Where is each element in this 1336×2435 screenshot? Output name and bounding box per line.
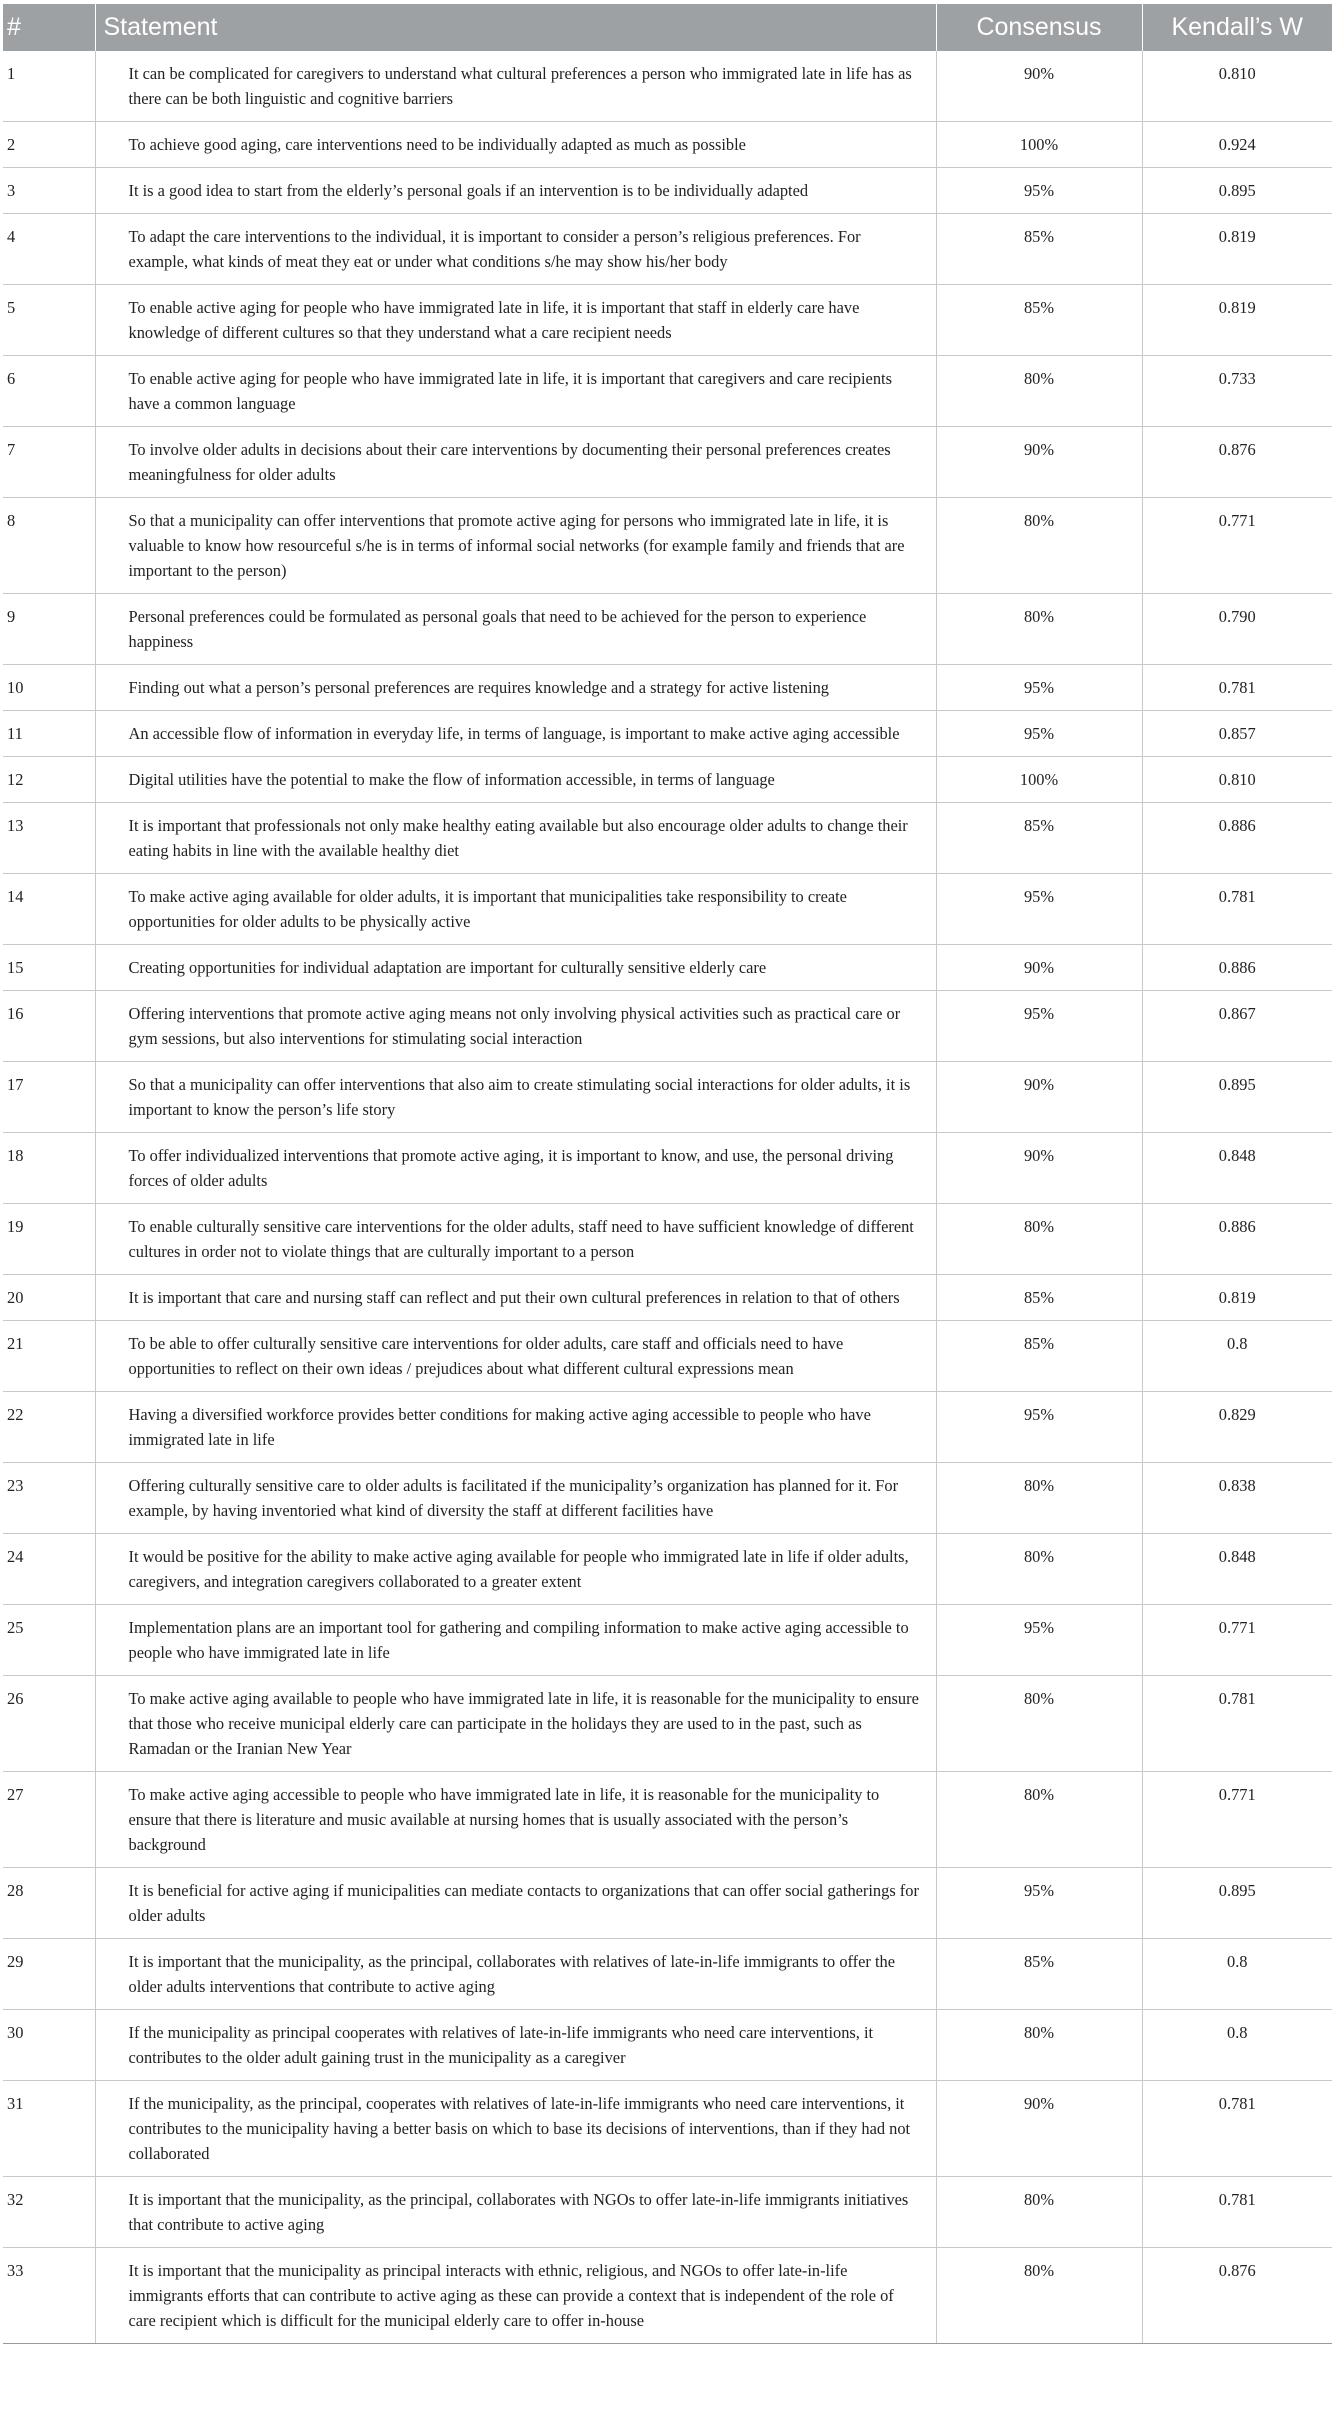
table-row — [3, 1772, 1332, 1868]
table-row — [3, 2081, 1332, 2177]
row-kendalls-w: 0.886 — [1142, 1204, 1332, 1275]
table-row — [3, 1062, 1332, 1133]
row-statement: An accessible flow of information in everyday life, in terms of language, is important to make active aging accessible — [95, 711, 936, 757]
row-number: 19 — [3, 1204, 95, 1275]
table-row — [3, 711, 1332, 757]
row-consensus: 80% — [936, 498, 1142, 594]
row-statement: It would be positive for the ability to make active aging available for people who immigrated late in life if older adults, caregivers, and integration caregivers collaborated to a greater extent — [95, 1534, 936, 1605]
row-consensus: 90% — [936, 1062, 1142, 1133]
row-statement: Offering interventions that promote active aging means not only involving physical activities such as practical care or gym sessions, but also interventions for stimulating social interaction — [95, 991, 936, 1062]
row-number: 14 — [3, 874, 95, 945]
row-consensus: 90% — [936, 51, 1142, 122]
row-consensus: 80% — [936, 1204, 1142, 1275]
row-consensus: 80% — [936, 2010, 1142, 2081]
row-number: 8 — [3, 498, 95, 594]
table-row — [3, 51, 1332, 122]
row-statement: It is beneficial for active aging if municipalities can mediate contacts to organizations that can offer social gatherings for older adults — [95, 1868, 936, 1939]
row-number: 5 — [3, 285, 95, 356]
row-kendalls-w: 0.771 — [1142, 1605, 1332, 1676]
header-kendalls-w: Kendall’s W — [1142, 4, 1332, 51]
row-consensus: 80% — [936, 2248, 1142, 2344]
statements-table — [3, 4, 1332, 2344]
row-number: 11 — [3, 711, 95, 757]
row-statement: So that a municipality can offer interventions that promote active aging for persons who immigrated late in life, it is valuable to know how resourceful s/he is in terms of informal social networks (for example family and friends that are important to the person) — [95, 498, 936, 594]
table-row — [3, 2248, 1332, 2344]
row-statement: To achieve good aging, care interventions need to be individually adapted as much as possible — [95, 122, 936, 168]
row-consensus: 90% — [936, 2081, 1142, 2177]
row-kendalls-w: 0.8 — [1142, 2010, 1332, 2081]
row-kendalls-w: 0.781 — [1142, 2177, 1332, 2248]
row-statement: It is important that the municipality as principal interacts with ethnic, religious, and NGOs to offer late-in-life immigrants efforts that can contribute to active aging as these can provide a context that is independent of the role of care recipient which is difficult for the municipal elderly care to offer in-house — [95, 2248, 936, 2344]
row-consensus: 100% — [936, 757, 1142, 803]
table-row — [3, 2010, 1332, 2081]
row-consensus: 90% — [936, 945, 1142, 991]
table-body — [3, 51, 1332, 2344]
row-statement: To involve older adults in decisions about their care interventions by documenting their personal preferences creates meaningfulness for older adults — [95, 427, 936, 498]
table-row — [3, 991, 1332, 1062]
row-consensus: 80% — [936, 594, 1142, 665]
table-row — [3, 1204, 1332, 1275]
table-row — [3, 1939, 1332, 2010]
row-consensus: 85% — [936, 1275, 1142, 1321]
table-row — [3, 803, 1332, 874]
row-number: 31 — [3, 2081, 95, 2177]
row-number: 2 — [3, 122, 95, 168]
table-header — [3, 4, 1332, 51]
row-statement: So that a municipality can offer interventions that also aim to create stimulating social interactions for older adults, it is important to know the person’s life story — [95, 1062, 936, 1133]
row-consensus: 95% — [936, 874, 1142, 945]
row-number: 18 — [3, 1133, 95, 1204]
row-consensus: 95% — [936, 168, 1142, 214]
row-number: 28 — [3, 1868, 95, 1939]
row-number: 33 — [3, 2248, 95, 2344]
row-number: 4 — [3, 214, 95, 285]
table-row — [3, 594, 1332, 665]
row-consensus: 95% — [936, 711, 1142, 757]
table-row — [3, 1534, 1332, 1605]
row-statement: To enable culturally sensitive care interventions for the older adults, staff need to have sufficient knowledge of different cultures in order not to violate things that are culturally important to a person — [95, 1204, 936, 1275]
row-kendalls-w: 0.781 — [1142, 2081, 1332, 2177]
row-consensus: 95% — [936, 1868, 1142, 1939]
table-row — [3, 665, 1332, 711]
table-row — [3, 1605, 1332, 1676]
row-consensus: 95% — [936, 1605, 1142, 1676]
row-kendalls-w: 0.876 — [1142, 427, 1332, 498]
row-statement: To make active aging available for older adults, it is important that municipalities take responsibility to create opportunities for older adults to be physically active — [95, 874, 936, 945]
row-statement: It is important that care and nursing staff can reflect and put their own cultural preferences in relation to that of others — [95, 1275, 936, 1321]
row-statement: To enable active aging for people who have immigrated late in life, it is important that staff in elderly care have knowledge of different cultures so that they understand what a care recipient needs — [95, 285, 936, 356]
row-statement: If the municipality, as the principal, cooperates with relatives of late-in-life immigrants who need care interventions, it contributes to the municipality having a better basis on which to base its decisions of interventions, than if they had not collaborated — [95, 2081, 936, 2177]
row-kendalls-w: 0.819 — [1142, 1275, 1332, 1321]
row-statement: It is important that the municipality, as the principal, collaborates with relatives of late-in-life immigrants to offer the older adults interventions that contribute to active aging — [95, 1939, 936, 2010]
row-number: 25 — [3, 1605, 95, 1676]
row-number: 12 — [3, 757, 95, 803]
row-consensus: 95% — [936, 1392, 1142, 1463]
row-statement: It is important that professionals not only make healthy eating available but also encourage older adults to change their eating habits in line with the available healthy diet — [95, 803, 936, 874]
row-number: 23 — [3, 1463, 95, 1534]
row-consensus: 80% — [936, 1463, 1142, 1534]
row-number: 17 — [3, 1062, 95, 1133]
header-number: # — [3, 4, 95, 51]
table-row — [3, 498, 1332, 594]
table-row — [3, 757, 1332, 803]
row-statement: Having a diversified workforce provides better conditions for making active aging accessible to people who have immigrated late in life — [95, 1392, 936, 1463]
row-consensus: 80% — [936, 2177, 1142, 2248]
row-number: 32 — [3, 2177, 95, 2248]
row-consensus: 85% — [936, 1321, 1142, 1392]
row-number: 27 — [3, 1772, 95, 1868]
row-consensus: 95% — [936, 991, 1142, 1062]
table-row — [3, 2177, 1332, 2248]
row-kendalls-w: 0.924 — [1142, 122, 1332, 168]
row-kendalls-w: 0.819 — [1142, 285, 1332, 356]
table-row — [3, 1275, 1332, 1321]
row-statement: To make active aging accessible to people who have immigrated late in life, it is reasonable for the municipality to ensure that there is literature and music available at nursing homes that is usually associated with the person’s background — [95, 1772, 936, 1868]
row-statement: To adapt the care interventions to the individual, it is important to consider a person’s religious preferences. For example, what kinds of meat they eat or under what conditions s/he may show his/her body — [95, 214, 936, 285]
row-number: 6 — [3, 356, 95, 427]
row-kendalls-w: 0.857 — [1142, 711, 1332, 757]
row-consensus: 95% — [936, 665, 1142, 711]
row-statement: It can be complicated for caregivers to understand what cultural preferences a person who immigrated late in life has as there can be both linguistic and cognitive barriers — [95, 51, 936, 122]
row-kendalls-w: 0.733 — [1142, 356, 1332, 427]
row-statement: To be able to offer culturally sensitive care interventions for older adults, care staff and officials need to have opportunities to reflect on their own ideas / prejudices about what different cultural expressions mean — [95, 1321, 936, 1392]
table-row — [3, 356, 1332, 427]
row-statement: To enable active aging for people who have immigrated late in life, it is important that caregivers and care recipients have a common language — [95, 356, 936, 427]
row-kendalls-w: 0.895 — [1142, 168, 1332, 214]
row-consensus: 90% — [936, 1133, 1142, 1204]
row-number: 10 — [3, 665, 95, 711]
row-number: 3 — [3, 168, 95, 214]
row-kendalls-w: 0.829 — [1142, 1392, 1332, 1463]
row-kendalls-w: 0.819 — [1142, 214, 1332, 285]
row-kendalls-w: 0.790 — [1142, 594, 1332, 665]
table-row — [3, 214, 1332, 285]
row-number: 26 — [3, 1676, 95, 1772]
table-row — [3, 874, 1332, 945]
row-statement: To make active aging available to people who have immigrated late in life, it is reasonable for the municipality to ensure that those who receive municipal elderly care can participate in the holidays they are used to in the past, such as Ramadan or the Iranian New Year — [95, 1676, 936, 1772]
table-row — [3, 285, 1332, 356]
row-number: 20 — [3, 1275, 95, 1321]
row-kendalls-w: 0.848 — [1142, 1133, 1332, 1204]
row-number: 15 — [3, 945, 95, 991]
table-row — [3, 1133, 1332, 1204]
row-kendalls-w: 0.838 — [1142, 1463, 1332, 1534]
row-number: 22 — [3, 1392, 95, 1463]
row-statement: Implementation plans are an important tool for gathering and compiling information to make active aging accessible to people who have immigrated late in life — [95, 1605, 936, 1676]
row-consensus: 85% — [936, 1939, 1142, 2010]
row-consensus: 90% — [936, 427, 1142, 498]
row-number: 13 — [3, 803, 95, 874]
row-kendalls-w: 0.876 — [1142, 2248, 1332, 2344]
row-consensus: 85% — [936, 285, 1142, 356]
row-statement: Finding out what a person’s personal preferences are requires knowledge and a strategy for active listening — [95, 665, 936, 711]
row-consensus: 80% — [936, 1772, 1142, 1868]
row-kendalls-w: 0.771 — [1142, 498, 1332, 594]
row-consensus: 100% — [936, 122, 1142, 168]
row-consensus: 85% — [936, 803, 1142, 874]
header-statement: Statement — [95, 4, 936, 51]
row-number: 1 — [3, 51, 95, 122]
row-statement: Creating opportunities for individual adaptation are important for culturally sensitive elderly care — [95, 945, 936, 991]
row-number: 21 — [3, 1321, 95, 1392]
table-row — [3, 1392, 1332, 1463]
table-row — [3, 1676, 1332, 1772]
row-statement: It is important that the municipality, as the principal, collaborates with NGOs to offer late-in-life immigrants initiatives that contribute to active aging — [95, 2177, 936, 2248]
row-statement: Digital utilities have the potential to make the flow of information accessible, in terms of language — [95, 757, 936, 803]
row-statement: It is a good idea to start from the elderly’s personal goals if an intervention is to be individually adapted — [95, 168, 936, 214]
table-row — [3, 1868, 1332, 1939]
row-number: 16 — [3, 991, 95, 1062]
row-kendalls-w: 0.895 — [1142, 1062, 1332, 1133]
row-statement: To offer individualized interventions that promote active aging, it is important to know, and use, the personal driving forces of older adults — [95, 1133, 936, 1204]
table-row — [3, 168, 1332, 214]
row-consensus: 80% — [936, 1534, 1142, 1605]
row-number: 7 — [3, 427, 95, 498]
row-consensus: 80% — [936, 356, 1142, 427]
row-number: 9 — [3, 594, 95, 665]
table-row — [3, 122, 1332, 168]
row-kendalls-w: 0.771 — [1142, 1772, 1332, 1868]
header-row — [3, 4, 1332, 51]
statements-table-container — [3, 4, 1332, 2344]
header-consensus: Consensus — [936, 4, 1142, 51]
row-kendalls-w: 0.810 — [1142, 757, 1332, 803]
row-statement: Offering culturally sensitive care to older adults is facilitated if the municipality’s organization has planned for it. For example, by having inventoried what kind of diversity the staff at different facilities have — [95, 1463, 936, 1534]
row-kendalls-w: 0.810 — [1142, 51, 1332, 122]
row-consensus: 85% — [936, 214, 1142, 285]
row-number: 29 — [3, 1939, 95, 2010]
row-number: 30 — [3, 2010, 95, 2081]
row-kendalls-w: 0.781 — [1142, 665, 1332, 711]
row-kendalls-w: 0.886 — [1142, 945, 1332, 991]
row-kendalls-w: 0.781 — [1142, 1676, 1332, 1772]
table-row — [3, 427, 1332, 498]
row-kendalls-w: 0.886 — [1142, 803, 1332, 874]
row-statement: If the municipality as principal cooperates with relatives of late-in-life immigrants who need care interventions, it contributes to the older adult gaining trust in the municipality as a caregiver — [95, 2010, 936, 2081]
table-row — [3, 1463, 1332, 1534]
row-number: 24 — [3, 1534, 95, 1605]
row-kendalls-w: 0.8 — [1142, 1939, 1332, 2010]
row-kendalls-w: 0.781 — [1142, 874, 1332, 945]
row-consensus: 80% — [936, 1676, 1142, 1772]
row-kendalls-w: 0.867 — [1142, 991, 1332, 1062]
table-row — [3, 945, 1332, 991]
row-kendalls-w: 0.848 — [1142, 1534, 1332, 1605]
row-kendalls-w: 0.895 — [1142, 1868, 1332, 1939]
table-row — [3, 1321, 1332, 1392]
row-kendalls-w: 0.8 — [1142, 1321, 1332, 1392]
row-statement: Personal preferences could be formulated as personal goals that need to be achieved for the person to experience happiness — [95, 594, 936, 665]
